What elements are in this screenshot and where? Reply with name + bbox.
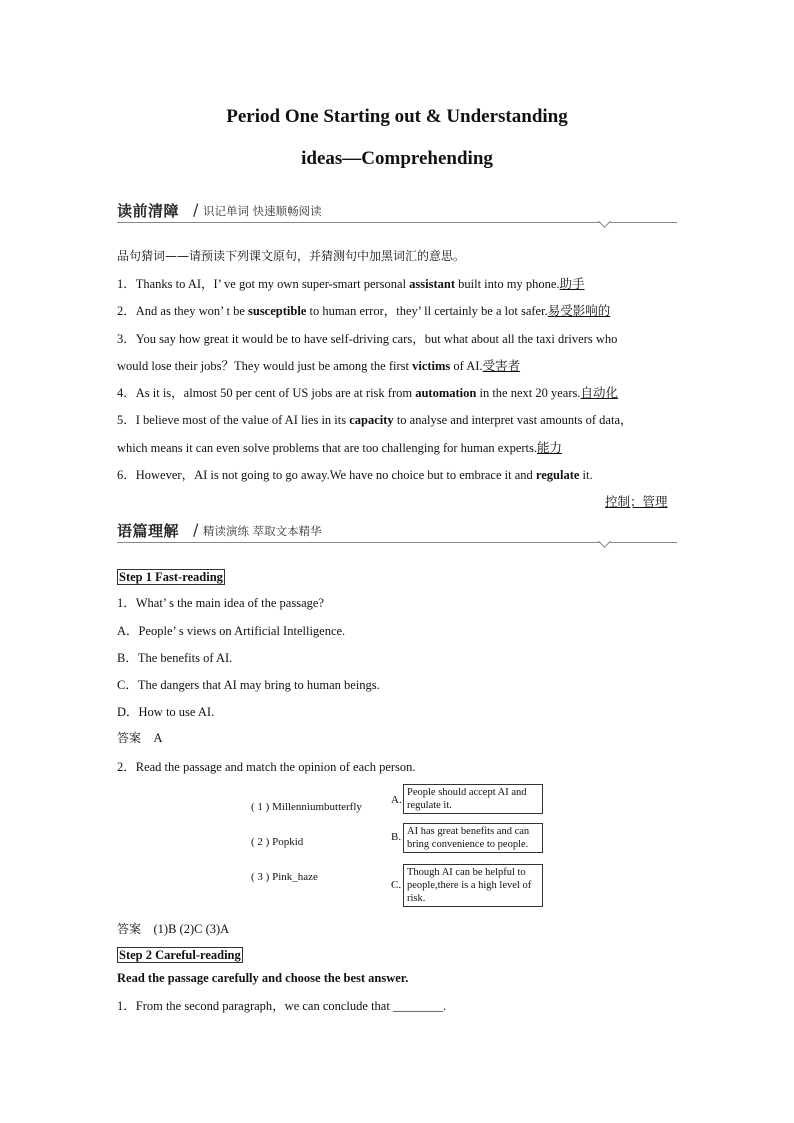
opinion-letter-c: C. — [391, 879, 402, 891]
answer-value: (1)B (2)C (3)A — [153, 922, 230, 936]
vocab-answer-last: 控制；管理 — [605, 494, 668, 509]
page-title-line-2: ideas—Comprehending — [301, 148, 493, 169]
vocab-text: 2．And as they won’ t be — [117, 304, 248, 318]
vocab-answer: 自动化 — [580, 385, 618, 400]
divider-slash: / — [193, 520, 199, 539]
vocab-text: 6．However，AI is not going to go away.We have no choice but to embrace it and — [117, 468, 536, 482]
vocab-text: would lose their jobs？They would just be among the first — [117, 359, 413, 373]
page-title-line-1: Period One Starting out & Understanding — [226, 106, 568, 127]
section-label: 语篇理解 — [117, 522, 180, 540]
vocab-text: it. — [579, 468, 593, 482]
question-1: 1．What’ s the main idea of the passage? — [117, 596, 324, 610]
vocab-text: to analyse and interpret vast amounts of data， — [393, 413, 633, 427]
person-1: ( 1 ) Millenniumbutterfly — [251, 801, 362, 813]
vocab-item — [117, 410, 633, 428]
section-rule-notch — [598, 215, 611, 228]
vocab-item — [117, 274, 585, 292]
vocab-answer: 能力 — [537, 440, 563, 455]
opinion-box-a: People should accept AI and regulate it. — [403, 784, 543, 814]
question-2: 2．Read the passage and match the opinion of each person. — [117, 760, 416, 774]
divider-slash: / — [193, 200, 199, 219]
vocab-answer: 助手 — [559, 276, 585, 291]
vocab-text: 5．I believe most of the value of AI lies in its — [117, 413, 350, 427]
section-subtitle: 精读演练 萃取文本精华 — [203, 524, 322, 538]
vocab-text: built into my phone. — [455, 277, 560, 291]
section-header-comprehension — [117, 520, 677, 544]
vocab-keyword: regulate — [535, 468, 580, 482]
opinion-letter-b: B. — [391, 831, 402, 843]
vocab-item-continued — [117, 356, 520, 374]
vocab-item — [117, 329, 617, 347]
answer-2 — [117, 920, 229, 937]
vocab-text: 3．You say how great it would be to have self-driving cars，but what about all the taxi drivers who — [117, 332, 618, 346]
option-c: C．The dangers that AI may bring to human beings. — [117, 678, 380, 692]
vocab-item-continued — [117, 438, 562, 456]
vocab-item — [117, 301, 610, 319]
vocab-item — [117, 465, 593, 483]
vocab-keyword: assistant — [409, 277, 456, 291]
step1-label: Step 1 Fast-reading — [119, 570, 223, 584]
answer-1 — [117, 729, 163, 746]
vocab-text: 4．As it is，almost 50 per cent of US jobs are at risk from — [117, 386, 416, 400]
section-rule — [117, 542, 677, 543]
step2-question-1: 1．From the second paragraph，we can conclude that ________. — [117, 999, 447, 1013]
person-3: ( 3 ) Pink_haze — [251, 871, 318, 883]
vocab-keyword: susceptible — [248, 304, 307, 318]
vocab-keyword: victims — [412, 359, 451, 373]
vocab-text: which means it can even solve problems that are too challenging for human experts. — [117, 441, 538, 455]
option-b: B．The benefits of AI. — [117, 651, 233, 665]
opinion-box-b: AI has great benefits and can bring convenience to people. — [403, 823, 543, 853]
vocab-answer: 受害者 — [482, 358, 521, 373]
section-rule — [117, 222, 677, 223]
step2-label: Step 2 Careful-reading — [119, 948, 241, 962]
vocab-text: to human error，they’ ll certainly be a lot safer. — [306, 304, 548, 318]
vocab-keyword: automation — [415, 386, 477, 400]
vocab-text: 1．Thanks to AI，I’ ve got my own super-smart personal — [117, 277, 410, 291]
step2-instruction: Read the passage carefully and choose the best answer. — [117, 971, 409, 985]
vocab-text: in the next 20 years. — [476, 386, 581, 400]
section-label: 读前清障 — [117, 202, 180, 220]
vocab-intro: 品句猜词——请预读下列课文原句，并猜测句中加黑词汇的意思。 — [117, 249, 466, 263]
section-subtitle: 识记单词 快速顺畅阅读 — [203, 204, 322, 218]
vocab-item — [117, 383, 618, 401]
vocab-keyword: capacity — [349, 413, 394, 427]
vocab-answer: 易受影响的 — [547, 303, 611, 318]
section-rule-notch — [598, 535, 611, 548]
option-a: A．People’ s views on Artificial Intelligence. — [117, 624, 346, 638]
answer-label: 答案 — [117, 731, 142, 745]
person-2: ( 2 ) Popkid — [251, 836, 304, 848]
opinion-box-c: Though AI can be helpful to people,there is a high level of risk. — [403, 864, 543, 907]
opinion-letter-a: A. — [391, 794, 402, 806]
vocab-text: of AI. — [450, 359, 483, 373]
option-d: D．How to use AI. — [117, 705, 215, 719]
answer-label: 答案 — [117, 922, 142, 936]
section-header-pre-reading — [117, 200, 677, 224]
answer-value: A — [153, 731, 163, 745]
